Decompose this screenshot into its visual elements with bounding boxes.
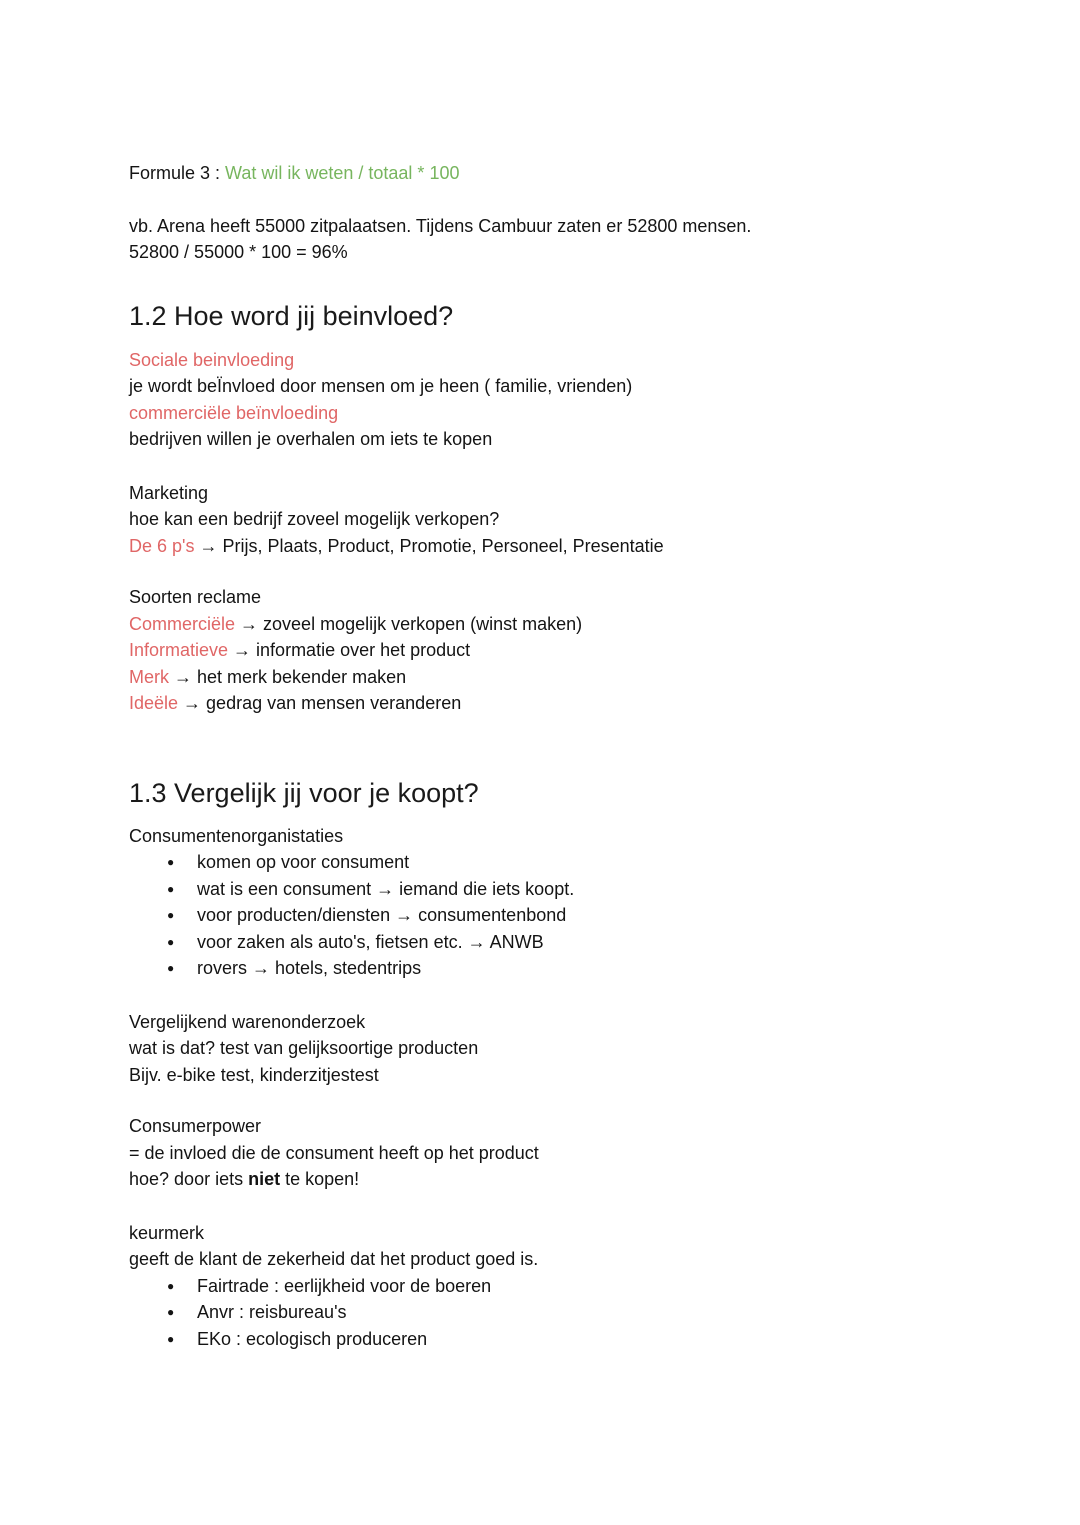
list-item: ● voor producten/diensten → consumentenbond — [129, 902, 951, 929]
reclame-rest-merk: → het merk bekender maken — [169, 666, 407, 687]
list-item: ● voor zaken als auto's, fietsen etc. → ANWB — [129, 929, 951, 956]
consumerpower-paragraph — [129, 1113, 951, 1193]
example-line-2: 52800 / 55000 * 100 = 96% — [129, 242, 348, 262]
reclame-item-merk — [129, 664, 951, 691]
list-item: ● komen op voor consument — [129, 849, 951, 876]
consumerpower-how — [129, 1166, 951, 1193]
keurmerk-paragraph — [129, 1220, 951, 1353]
list-item: ● EKo : ecologisch produceren — [129, 1326, 951, 1353]
influence-commercial-definition: bedrijven willen je overhalen om iets te kopen — [129, 429, 493, 449]
keurmerk-description: geeft de klant de zekerheid dat het product goed is. — [129, 1249, 539, 1269]
reclame-lead-ideele: Ideële — [129, 693, 179, 713]
example-line-1: vb. Arena heeft 55000 zitpalaatsen. Tijdens Cambuur zaten er 52800 mensen. — [129, 215, 752, 236]
list-item: ● wat is een consument → iemand die iets koopt. — [129, 876, 951, 903]
reclame-lead-informatieve: Informatieve — [129, 640, 229, 660]
reclame-item-informatieve — [129, 637, 951, 664]
reclame-lead-merk: Merk — [129, 666, 169, 687]
keurmerk-bullet-list — [129, 1273, 951, 1353]
list-item: ● Fairtrade : eerlijkheid voor de boeren — [129, 1273, 951, 1300]
keurmerk-title: keurmerk — [129, 1222, 205, 1243]
organisaties-title: Consumentenorganistaties — [129, 825, 344, 846]
example-paragraph — [129, 213, 951, 266]
reclame-lead-commerciele: Commerciële — [129, 613, 236, 634]
formula-paragraph — [129, 160, 951, 187]
reclame-paragraph — [129, 584, 951, 717]
formula-expression: Wat wil ik weten / totaal * 100 — [225, 163, 460, 183]
consumerpower-definition: = de invloed die de consument heeft op het product — [129, 1142, 539, 1163]
list-item: ● rovers → hotels, stedentrips — [129, 955, 951, 982]
influence-label-commercial: commerciële beïnvloeding — [129, 402, 339, 423]
organisaties-paragraph — [129, 823, 951, 982]
warenonderzoek-line-1: wat is dat? test van gelijksoortige producten — [129, 1038, 479, 1058]
influence-label-social: Sociale beinvloeding — [129, 349, 295, 370]
influence-social-definition: je wordt beÏnvloed door mensen om je heen ( familie, vrienden) — [129, 376, 633, 396]
list-item: ● Anvr : reisbureau's — [129, 1299, 951, 1326]
consumerpower-how-post: te kopen! — [280, 1169, 360, 1189]
formula-label: Formule 3 : — [129, 163, 226, 183]
reclame-item-commerciele — [129, 611, 951, 638]
reclame-rest-commerciele: → zoveel mogelijk verkopen (winst maken) — [235, 613, 583, 634]
marketing-six-ps — [129, 533, 951, 560]
warenonderzoek-line-2: Bijv. e-bike test, kinderzitjestest — [129, 1064, 379, 1085]
influence-paragraph — [129, 347, 951, 453]
six-ps-label: De 6 p's — [129, 535, 195, 556]
consumerpower-title: Consumerpower — [129, 1116, 262, 1136]
section-heading-1-3: 1.3 Vergelijk jij voor je koopt? — [129, 777, 479, 808]
consumerpower-how-bold: niet — [248, 1169, 281, 1189]
consumerpower-how-pre: hoe? door iets — [129, 1169, 249, 1189]
reclame-rest-informatieve: → informatie over het product — [228, 640, 471, 660]
section-heading-1-2: 1.2 Hoe word jij beinvloed? — [129, 300, 454, 331]
reclame-item-ideele — [129, 690, 951, 717]
reclame-title: Soorten reclame — [129, 587, 262, 607]
marketing-question: hoe kan een bedrijf zoveel mogelijk verkopen? — [129, 509, 500, 529]
warenonderzoek-title: Vergelijkend warenonderzoek — [129, 1011, 366, 1032]
marketing-title: Marketing — [129, 482, 209, 503]
organisaties-bullet-list — [129, 849, 951, 982]
six-ps-list: → Prijs, Plaats, Product, Promotie, Personeel, Presentatie — [194, 535, 664, 556]
reclame-rest-ideele: → gedrag van mensen veranderen — [178, 693, 462, 713]
marketing-paragraph — [129, 480, 951, 560]
warenonderzoek-paragraph — [129, 1009, 951, 1089]
